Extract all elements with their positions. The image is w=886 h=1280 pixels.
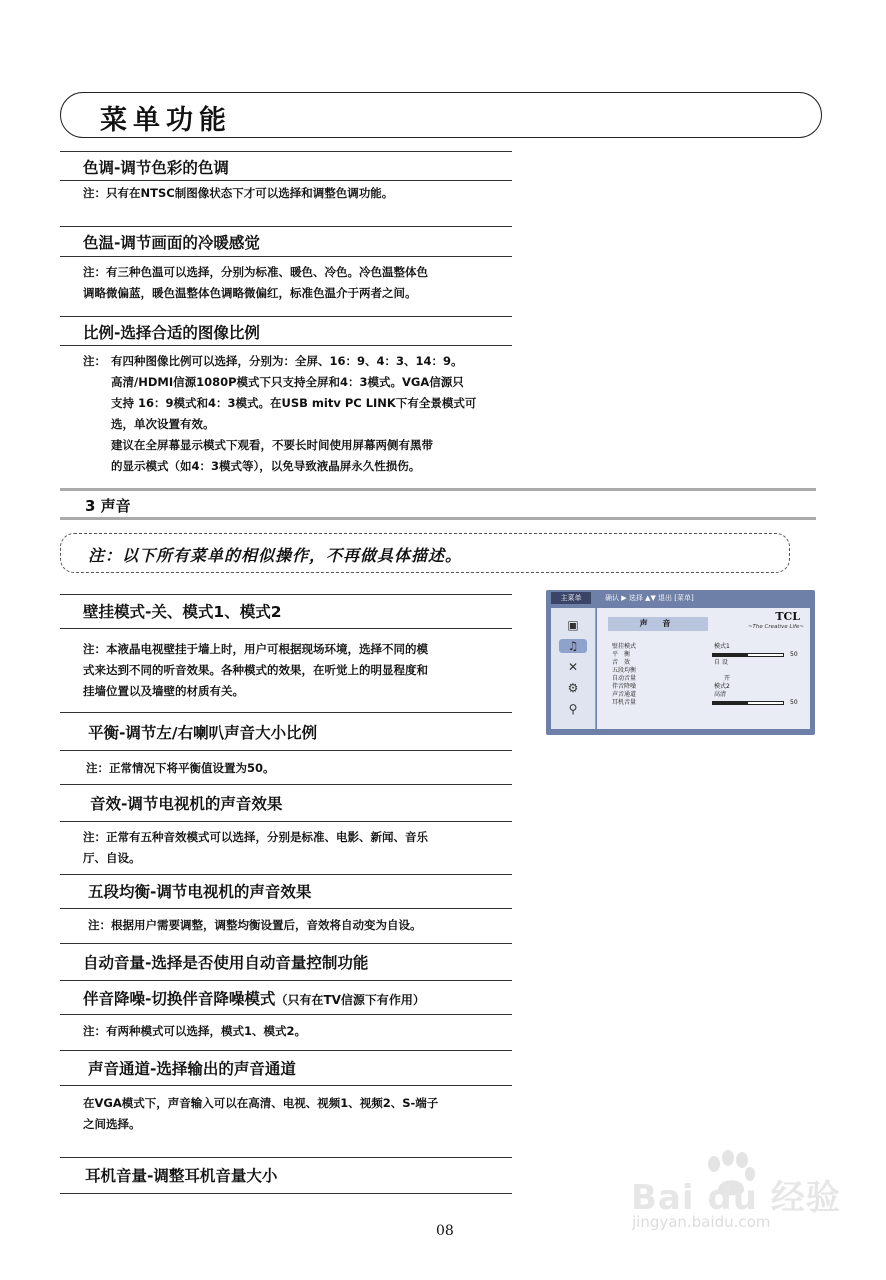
note-audio-channel (83, 1093, 523, 1135)
divider (60, 712, 512, 713)
note-line: 注：正常有五种音效模式可以选择，分别是标准、电影、新闻、音乐 (83, 830, 428, 844)
note-line: 支持 16：9模式和4：3模式。在USB mitv PC LINK下有全景模式可 (111, 396, 477, 410)
tv-row-value: 高清 (714, 691, 727, 698)
tv-row-label: 平 衡 (612, 651, 631, 658)
note-aspect-ratio (83, 351, 523, 477)
tv-row-audio-channel (612, 691, 802, 699)
heading-sound-effect: 音效-调节电视机的声音效果 (90, 795, 283, 813)
tv-row-number: 50 (790, 699, 798, 706)
note-line: 在VGA模式下，声音输入可以在高清、电视、视频1、视频2、S-端子 (83, 1096, 439, 1110)
note-line: 之间选择。 (83, 1117, 141, 1131)
divider (60, 151, 512, 152)
section-number: 3 (85, 497, 96, 515)
note-line: 挂墙位置以及墙壁的材质有关。 (83, 684, 244, 698)
divider (60, 750, 512, 751)
picture-icon: ▣ (567, 618, 579, 632)
tcl-logo: TCL (775, 610, 800, 623)
note-line: 注：正常情况下将平衡值设置为50。 (86, 761, 275, 775)
heading-balance: 平衡-调节左/右喇叭声音大小比例 (88, 724, 318, 742)
sound-icon: ♫ (559, 639, 587, 653)
divider (60, 1050, 512, 1051)
heading-equalizer: 五段均衡-调节电视机的声音效果 (88, 883, 312, 901)
page-title: 菜单功能 (100, 105, 232, 136)
divider (60, 980, 512, 981)
balance-bar-fill (713, 654, 748, 656)
divider (60, 943, 512, 944)
divider (60, 784, 512, 785)
watermark-brand: Bai du 经验 (631, 1178, 841, 1218)
balance-bar (712, 653, 784, 657)
heading-wall-mode: 壁挂模式-关、模式1、模式2 (83, 603, 282, 621)
tv-row-auto-volume (612, 675, 802, 683)
heading-aspect-ratio: 比例-选择合适的图像比例 (83, 324, 260, 342)
tv-menu-tag: 主菜单 (551, 592, 591, 604)
tv-menu-hint: 确认 ▶ 选择 ▲▼ 退出 [菜单] (605, 594, 694, 602)
divider (60, 821, 512, 822)
tv-row-label: 耳机音量 (612, 699, 637, 706)
divider (60, 1157, 512, 1158)
note-line: 注：只有在NTSC制图像状态下才可以选择和调整色调功能。 (83, 186, 394, 200)
note-wall-mode (83, 639, 523, 702)
divider (60, 908, 512, 909)
note-line: 注：有三种色温可以选择，分别为标准、暖色、冷色。冷色温整体色 (83, 265, 428, 279)
dashed-note: 注：以下所有菜单的相似操作，不再做具体描述。 (88, 546, 463, 565)
tv-row-balance (612, 651, 802, 659)
tv-menu-sidebar (551, 608, 596, 729)
tcl-slogan: ~The Creative Life~ (747, 624, 804, 630)
tv-row-label: 伴音降噪 (612, 683, 637, 690)
note-line: 高清/HDMI信源1080P模式下只支持全屏和4：3模式。VGA信源只 (111, 375, 464, 389)
tv-panel-title: 声 音 (608, 617, 708, 631)
page-number: 08 (436, 1223, 454, 1239)
heading-hue: 色调-调节色彩的色调 (83, 159, 229, 177)
tv-row-wall-mode (612, 643, 802, 651)
headphone-bar-fill (713, 702, 748, 704)
divider (60, 594, 512, 595)
note-color-temp (83, 262, 523, 304)
divider (60, 256, 512, 257)
note-line: 的显示模式（如4：3模式等），以免导致液晶屏永久性损伤。 (111, 459, 421, 473)
note-line: 建议在全屏幕显示模式下观看，不要长时间使用屏幕两侧有黑带 (111, 438, 433, 452)
note-equalizer (88, 915, 528, 936)
note-label: 注： (83, 354, 106, 368)
heading-audio-channel: 声音通道-选择输出的声音通道 (88, 1060, 296, 1078)
tv-row-label: 五段均衡 (612, 667, 637, 674)
divider (60, 1193, 512, 1194)
heading-auto-volume: 自动音量-选择是否使用自动音量控制功能 (83, 954, 369, 972)
section-label: 声音 (100, 497, 131, 515)
note-line: 注：有两种模式可以选择，模式1、模式2。 (83, 1024, 307, 1038)
divider (60, 226, 512, 227)
divider (60, 628, 512, 629)
tv-row-sound-effect (612, 659, 802, 667)
tv-row-label: 音 效 (612, 659, 631, 666)
settings-icon: ⚙ (567, 681, 579, 695)
note-balance (86, 758, 526, 779)
divider (60, 345, 512, 346)
tv-row-number: 50 (790, 651, 798, 658)
divider (60, 180, 512, 181)
tv-menu-panel (597, 608, 810, 729)
tv-row-label: 壁挂模式 (612, 643, 637, 650)
tv-row-value: 模式1 (714, 643, 730, 650)
tools-icon: ✕ (567, 660, 579, 674)
tv-row-headphone-volume (612, 699, 802, 707)
divider (60, 1014, 512, 1015)
headphone-bar (712, 701, 784, 705)
note-noise-reduction (83, 1021, 523, 1042)
note-line: 式来达到不同的听音效果。各种模式的效果，在听觉上的明显程度和 (83, 663, 428, 677)
tv-row-value: 模式2 (714, 683, 730, 690)
section-title (85, 495, 131, 516)
watermark-url: jingyan.baidu.com (632, 1213, 771, 1231)
divider (60, 1085, 512, 1086)
heading-noise-reduction (83, 989, 425, 1010)
tv-row-equalizer (612, 667, 802, 675)
tv-row-value: 开 (724, 675, 731, 682)
heading-main: 伴音降噪-切换伴音降噪模式 (83, 990, 276, 1008)
divider (60, 874, 512, 875)
heading-aside: （只有在TV信源下有作用） (275, 993, 425, 1007)
note-sound-effect (83, 827, 523, 869)
tv-row-noise-reduction (612, 683, 802, 691)
note-line: 厅、自设。 (83, 851, 141, 865)
note-line: 调略微偏蓝，暖色温整体色调略微偏红，标准色温介于两者之间。 (83, 286, 417, 300)
section-bar (60, 488, 816, 520)
heading-headphone-volume: 耳机音量-调整耳机音量大小 (85, 1167, 278, 1185)
divider (60, 316, 512, 317)
heading-color-temp: 色温-调节画面的冷暖感觉 (83, 234, 260, 252)
tv-sound-menu-screenshot (546, 590, 815, 735)
note-line: 有四种图像比例可以选择，分别为：全屏、16：9、4：3、14：9。 (111, 354, 463, 368)
note-line: 选，单次设置有效。 (111, 417, 215, 431)
tv-row-value: 自 设 (714, 659, 728, 666)
note-hue (83, 183, 523, 204)
tv-row-label: 声音通道 (612, 691, 637, 698)
tv-row-label: 自动音量 (612, 675, 637, 682)
note-line: 注：本液晶电视壁挂于墙上时，用户可根据现场环境，选择不同的模 (83, 642, 428, 656)
search-icon: ⚲ (568, 702, 578, 716)
note-line: 注：根据用户需要调整，调整均衡设置后，音效将自动变为自设。 (88, 918, 422, 932)
